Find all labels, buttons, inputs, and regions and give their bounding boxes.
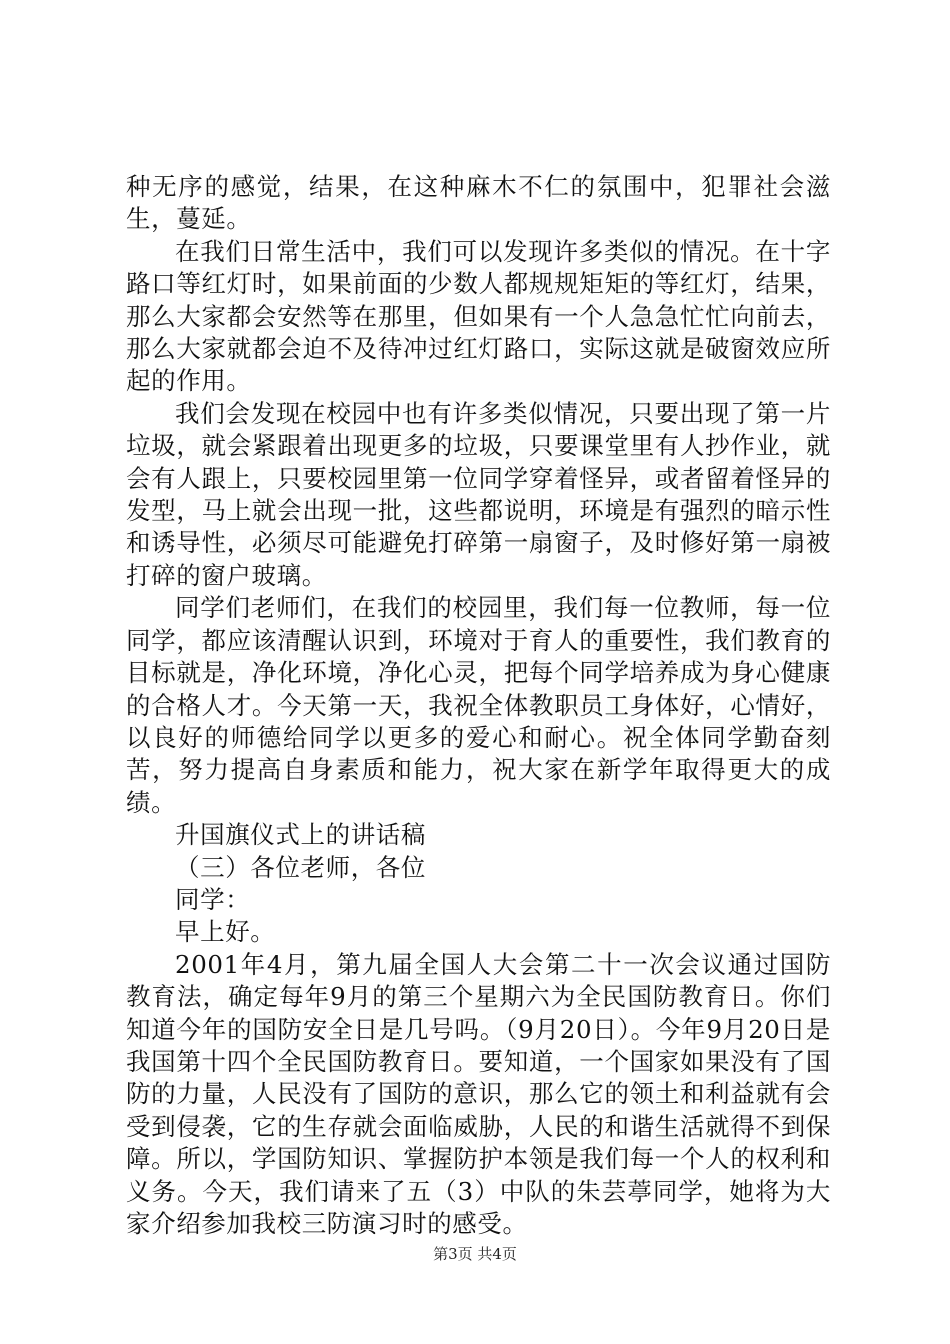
paragraph: 早上好。 xyxy=(175,917,276,947)
paragraph: 同学们老师们，在我们的校园里，我们每一位教师，每一位同学，都应该清醒认识到，环境对于育人的重要性，我们教育的目标就是，净化环境，净化心灵，把每个同学培养成为身心健康的合格人才。今天第一天，我祝全体教职员工身体好，心情好，以良好的师德给同学以更多的爱心和耐心。祝全体同学勤奋刻苦，努力提高自身素质和能力，祝大家在新学年取得更大的成绩。 xyxy=(126,593,831,817)
paragraph: 2001年4月，第九届全国人大会第二十一次会议通过国防教育法，确定每年9月的第三个星期六为全民国防教育日。你们知道今年的国防安全日是几号吗。（9月20日）。今年9月20日是我国第十四个全民国防教育日。要知道，一个国家如果没有了国防的力量，人民没有了国防的意识，那么它的领土和利益就有会受到侵袭，它的生存就会面临威胁，人民的和谐生活就得不到保障。所以，学国防知识、掌握防护本领是我们每一个人的权利和义务。今天，我们请来了五（3）中队的朱芸葶同学，她将为大家介绍参加我校三防演习时的感受。 xyxy=(126,949,831,1238)
paragraph: 种无序的感觉，结果，在这种麻木不仁的氛围中，犯罪社会滋生，蔓延。 xyxy=(126,172,831,234)
paragraph: 我们会发现在校园中也有许多类似情况，只要出现了第一片垃圾，就会紧跟着出现更多的垃圾，只要课堂里有人抄作业，就会有人跟上，只要校园里第一位同学穿着怪异，或者留着怪异的发型，马上就会出现一批，这些都说明，环境是有强烈的暗示性和诱导性，必须尽可能避免打碎第一扇窗子，及时修好第一扇被打碎的窗户玻璃。 xyxy=(126,398,831,590)
document-body xyxy=(126,171,831,1240)
section-heading: 升国旗仪式上的讲话稿 xyxy=(175,820,426,850)
paragraph: 同学： xyxy=(175,884,251,914)
page-number-footer: 第3页 共4页 xyxy=(433,1245,517,1263)
paragraph: 在我们日常生活中，我们可以发现许多类似的情况。在十字路口等红灯时，如果前面的少数人都规规矩矩的等红灯，结果，那么大家都会安然等在那里，但如果有一个人急急忙忙向前去，那么大家就都会迫不及待冲过红灯路口，实际这就是破窗效应所起的作用。 xyxy=(126,236,831,396)
paragraph: （三）各位老师，各位 xyxy=(175,852,426,882)
